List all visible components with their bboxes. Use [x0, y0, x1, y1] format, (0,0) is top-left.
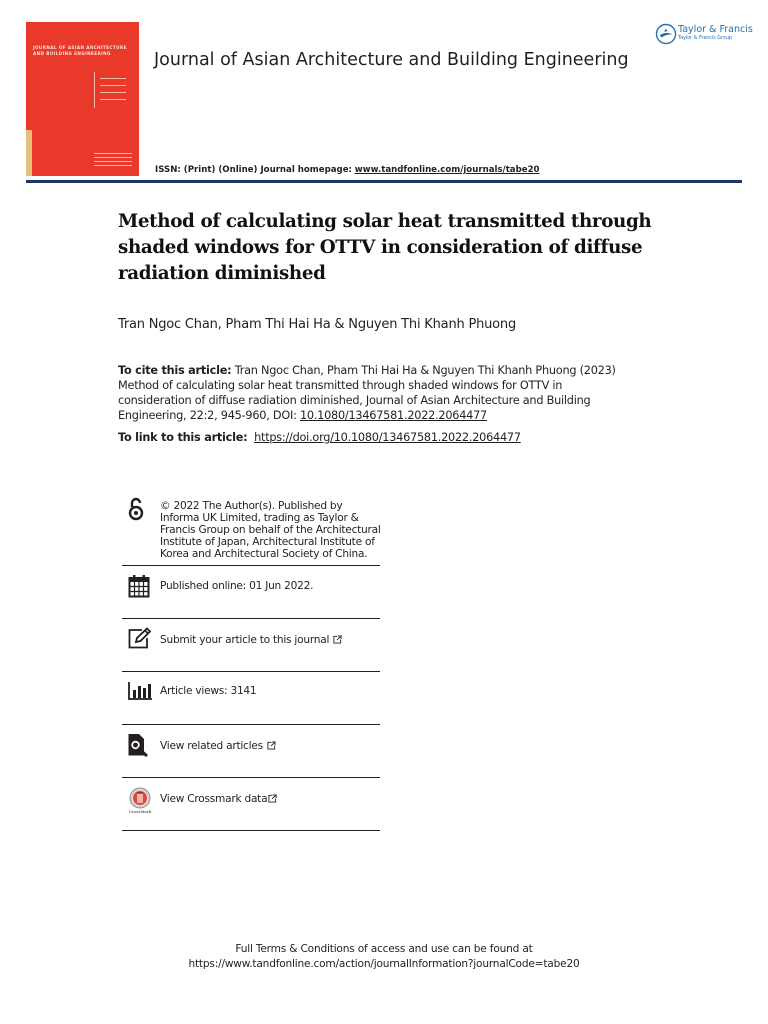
- cover-stripe: [26, 130, 32, 176]
- crossmark-icon: [127, 787, 153, 809]
- cover-title: JOURNAL OF ASIAN ARCHITECTURE AND BUILDING ENGINEERING: [33, 45, 127, 56]
- external-link-icon: [268, 794, 277, 803]
- calendar-icon: [128, 574, 150, 598]
- issn-label: ISSN: (Print) (Online) Journal homepage:: [155, 165, 352, 175]
- issn-line: [155, 165, 540, 175]
- article-views-row: [122, 672, 380, 725]
- article-title: Method of calculating solar heat transmitted through shaded windows for OTTV in consideration of diffuse radiation diminished: [118, 211, 652, 284]
- citation-label: To cite this article:: [118, 364, 232, 377]
- article-link-block: [118, 431, 521, 444]
- submit-article-label: Submit your article to this journal: [160, 634, 330, 646]
- publisher-group: Taylor & Francis Group: [678, 36, 732, 41]
- publisher-name: Taylor & Francis: [678, 24, 753, 35]
- taylor-francis-logo-icon: [655, 23, 677, 45]
- submit-article-row[interactable]: [122, 619, 380, 672]
- published-row: [122, 566, 380, 619]
- citation-block: [118, 363, 638, 423]
- crossmark-caption: CrossMark: [128, 809, 152, 814]
- open-access-row: [122, 495, 380, 566]
- submit-article-link[interactable]: [160, 634, 342, 646]
- info-divider: [122, 830, 380, 831]
- article-doi-link[interactable]: https://doi.org/10.1080/13467581.2022.2064477: [254, 431, 521, 444]
- related-articles-link[interactable]: [160, 740, 276, 752]
- article-link-label: To link to this article:: [118, 431, 248, 444]
- copyright-statement: © 2022 The Author(s). Published by Informa UK Limited, trading as Taylor & Francis Group on behalf of the Architectural Institute of Japan, Architectural Institute of Korea and Architectural Society of China.: [160, 500, 381, 560]
- related-articles-label: View related articles: [160, 740, 263, 752]
- external-link-icon: [267, 741, 276, 750]
- journal-title: Journal of Asian Architecture and Building Engineering: [154, 50, 629, 70]
- crossmark-row[interactable]: [122, 778, 380, 831]
- cover-issue-box: [94, 72, 135, 108]
- open-access-icon: [127, 497, 145, 521]
- journal-homepage-link[interactable]: www.tandfonline.com/journals/tabe20: [354, 165, 540, 175]
- related-articles-row[interactable]: [122, 725, 380, 778]
- footer-terms-text: Full Terms & Conditions of access and use can be found at: [235, 943, 533, 955]
- edit-icon: [128, 627, 152, 649]
- article-authors: Tran Ngoc Chan, Pham Thi Hai Ha & Nguyen Thi Khanh Phuong: [118, 317, 517, 332]
- cover-publisher-mark: [94, 150, 132, 168]
- journal-cover-image: [26, 22, 139, 176]
- citation-text: Tran Ngoc Chan, Pham Thi Hai Ha & Nguyen Thi Khanh Phuong (2023) Method of calculating solar heat transmitted through shaded windows for OTTV in consideration of diffuse radiation diminished, Journal of Asian Architecture and Building Engineering, 22:2, 945-960, DOI:: [118, 364, 616, 422]
- citation-doi-link[interactable]: 10.1080/13467581.2022.2064477: [299, 409, 487, 422]
- crossmark-link[interactable]: [160, 793, 277, 805]
- publisher-logo[interactable]: [655, 22, 751, 46]
- crossmark-badge: [127, 787, 153, 815]
- search-document-icon: [127, 733, 149, 757]
- footer-terms-link[interactable]: https://www.tandfonline.com/action/journalInformation?journalCode=tabe20: [188, 958, 580, 970]
- external-link-icon: [333, 635, 342, 644]
- bar-chart-icon: [128, 682, 152, 700]
- article-views-count: Article views: 3141: [160, 685, 257, 697]
- crossmark-label: View Crossmark data: [160, 793, 268, 805]
- header-divider: [26, 180, 742, 183]
- published-date: Published online: 01 Jun 2022.: [160, 580, 314, 592]
